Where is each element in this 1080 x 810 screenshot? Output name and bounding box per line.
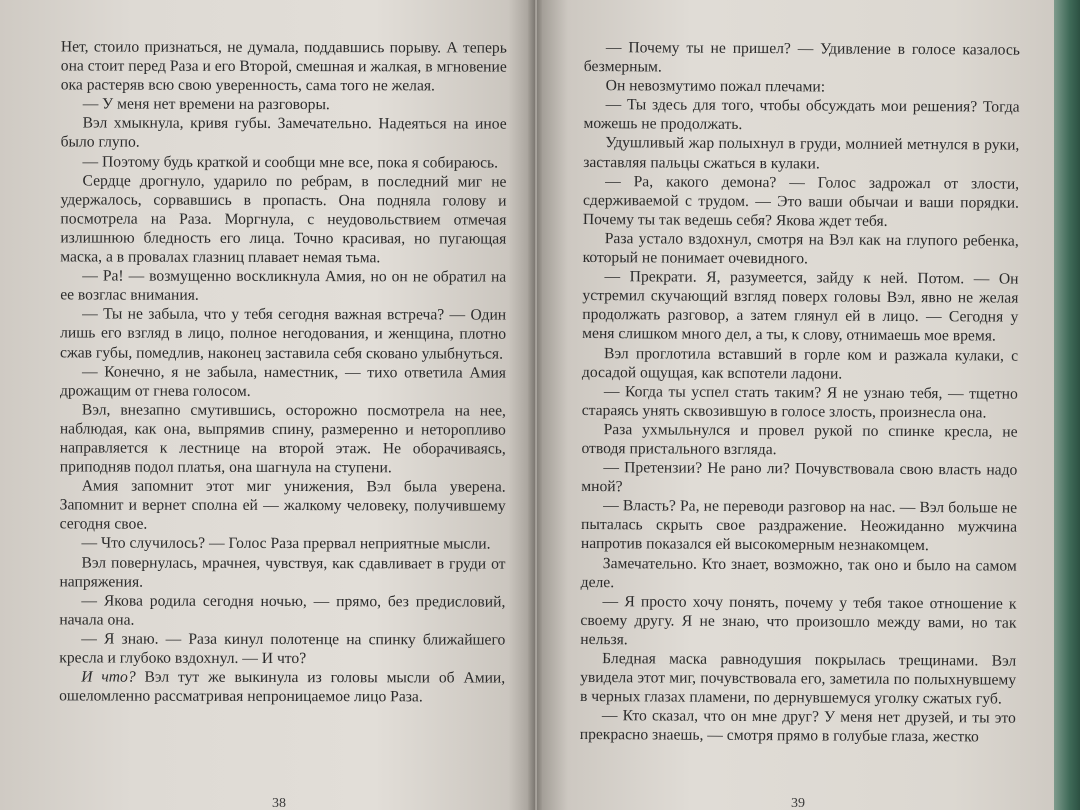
paragraph: Вэл хмыкнула, кривя губы. Замечательно. Надеяться на иное было глупо. xyxy=(60,114,507,152)
paragraph: Раза ухмыльнулся и провел рукой по спинке кресла, не отводя пристального взгляда. xyxy=(581,421,1018,459)
book-cover-edge xyxy=(1054,0,1080,810)
right-page xyxy=(537,0,1055,810)
paragraph: Сердце дрогнуло, ударило по ребрам, в последний миг не удержалось, сорвавшись в пропасть. Она подняла голову и посмотрела на Раза. Моргнула, с неудовольствием отмечая излишнюю бледность его лица. Точно красивая, но пугающая маска, а в провалах глазниц плавает немая тьма. xyxy=(60,172,507,267)
paragraph: — Ра, какого демона? — Голос задрожал от злости, сдерживаемой с трудом. — Это ваши обычаи и ваши порядки. Почему ты так ведешь себя? Якова ждет тебя. xyxy=(582,172,1020,230)
paragraph: — Конечно, я не забыла, наместник, — тихо ответила Амия дрожащим от гнева голосом. xyxy=(59,363,507,400)
paragraph: — Прекрати. Я, разумеется, зайду к ней. Потом. — Он устремил скучающий взгляд поверх головы Вэл, явно не желая продолжать разговор, а затем глянул ей в лицо. — Сегодня у меня слишком много дел, а ты, к слову, отнимаешь мое время. xyxy=(582,268,1019,345)
paragraph: Вэл повернулась, мрачнея, чувствуя, как сдавливает в груди от напряжения. xyxy=(59,554,506,591)
book-gutter xyxy=(528,0,542,810)
paragraph: Замечательно. Кто знает, возможно, так оно и было на самом деле. xyxy=(580,554,1017,591)
paragraph: — Власть? Ра, не переводи разговор на нас. — Вэл больше не пыталась скрыть свое раздражение. Неожиданно мужчина напротив показался ей высокомерным незнакомцем. xyxy=(580,497,1018,555)
paragraph: Амия запомнит этот миг унижения, Вэл была уверена. Запомнит и вернет сполна ей — жалкому человеку, получившему сегодня свое. xyxy=(59,477,506,533)
paragraph: Бледная маска равнодушия покрылась трещинами. Вэл увидела этот миг, почувствовала его, заметила по полыхнувшему в черных глазах пламени, по дернувшемуся уголку сжатых губ. xyxy=(579,650,1017,708)
paragraph-text: Вэл тут же выкинула из головы мысли об Амии, ошеломленно рассматривая непроницаемое лицо Раза. xyxy=(59,668,506,706)
paragraph: — Я просто хочу понять, почему у тебя такое отношение к своему другу. Я не знаю, что произошло между вами, но так нельзя. xyxy=(580,592,1017,649)
paragraph: — У меня нет времени на разговоры. xyxy=(82,95,330,114)
paragraph: Удушливый жар полыхнул в груди, молнией метнулся в руки, заставляя пальцы сжаться в кулаки. xyxy=(583,134,1020,173)
left-page-number: 38 xyxy=(272,796,286,810)
paragraph: — Претензии? Не рано ли? Почувствовала свою власть надо мной? xyxy=(581,459,1018,496)
paragraph: — Когда ты успел стать таким? Я не узнаю тебя, — тщетно стараясь унять сквозившую в голосе злость, произнесла она. xyxy=(581,382,1018,422)
paragraph-italic: И что? xyxy=(81,668,136,686)
paragraph: Нет, стоило признаться, не думала, поддавшись порыву. А теперь она стоит перед Раза и его Второй, смешная и жалкая, в мгновение ока растеряв всю свою уверенность, сама того не желая. xyxy=(60,38,507,95)
paragraph: — Ра! — возмущенно воскликнула Амия, но он не обратил на ее возглас внимания. xyxy=(60,267,507,304)
paragraph: Вэл проглотила вставший в горле ком и разжала кулаки, с досадой ощущая, как вспотели ладони. xyxy=(581,344,1019,383)
paragraph: — Я знаю. — Раза кинул полотенце на спинку ближайшего кресла и глубоко вздохнул. — И что? xyxy=(59,630,506,668)
paragraph: — Ты не забыла, что у тебя сегодня важная встреча? — Один лишь его взгляд в лицо, полное негодования, и женщина, плотно сжав губы, помедлив, наконец заставила себя сковано улыбнуться. xyxy=(60,305,507,363)
paragraph: Вэл, внезапно смутившись, осторожно посмотрела на нее, наблюдая, как она, выпрямив спину, размеренно и неторопливо направляется к лестнице на второй этаж. Не оборачиваясь, приподняв подол платья, она шагнула на ступени. xyxy=(59,401,506,477)
paragraph: — Что случилось? — Голос Раза прервал неприятные мысли. xyxy=(81,534,491,553)
left-page-text xyxy=(59,37,507,706)
right-page-number: 39 xyxy=(791,796,805,810)
paragraph: — Кто сказал, что он мне друг? У меня нет друзей, и ты это прекрасно знаешь, — смотря прямо в голубые глаза, жестко xyxy=(579,707,1016,746)
paragraph: — Якова родила сегодня ночью, — прямо, без предисловий, начала она. xyxy=(59,592,506,629)
paragraph: Он невозмутимо пожал плечами: xyxy=(605,77,826,96)
paragraph: — Ты здесь для того, чтобы обсуждать мои решения? Тогда можешь не продолжать. xyxy=(583,96,1020,134)
left-page xyxy=(0,0,535,810)
paragraph: — Поэтому будь краткой и сообщи мне все, пока я собираюсь. xyxy=(82,153,499,172)
paragraph xyxy=(59,668,505,707)
paragraph: — Почему ты не пришел? — Удивление в голосе казалось безмерным. xyxy=(583,39,1020,76)
right-page-text xyxy=(580,38,1020,747)
paragraph: Раза устало вздохнул, смотря на Вэл как на глупого ребенка, который не понимает очевидного. xyxy=(582,230,1019,268)
